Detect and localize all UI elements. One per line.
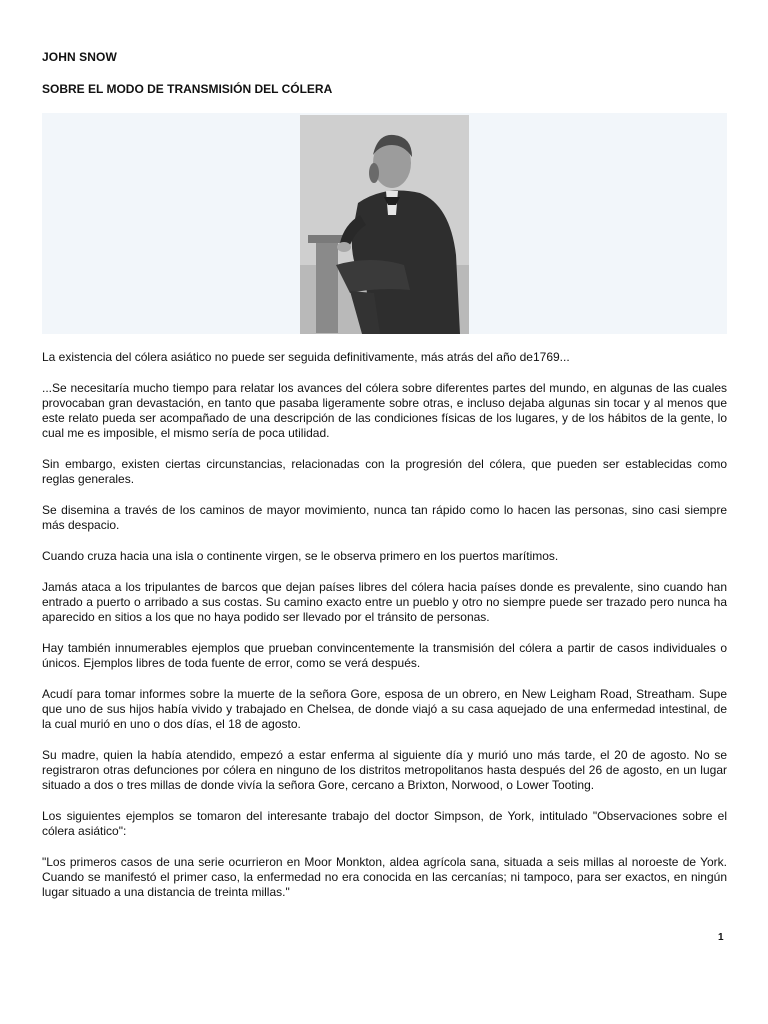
paragraph-7: Hay también innumerables ejemplos que prueban convincentemente la transmisión del cólera a partir de casos individuales o únicos. Ejemplos libres de toda fuente de error, como se verá después. (42, 641, 727, 670)
author-heading: JOHN SNOW (42, 50, 117, 64)
document-title: SOBRE EL MODO DE TRANSMISIÓN DEL CÓLERA (42, 82, 333, 96)
paragraph-4: Se disemina a través de los caminos de mayor movimiento, nunca tan rápido como lo hacen las personas, sino casi siempre más despacio. (42, 503, 727, 532)
paragraph-6: Jamás ataca a los tripulantes de barcos que dejan países libres del cólera hacia países donde es prevalente, sino cuando han entrado a puerto o arribado a sus costas. Su camino exacto entre un pueblo y otro no siempre puede ser trazado pero nunca ha aparecido en sitios a los que no haya podido ser llevado por el tránsito de personas. (42, 580, 727, 624)
paragraph-1: La existencia del cólera asiático no puede ser seguida definitivamente, más atrás del año de1769... (42, 350, 570, 364)
page-number: 1 (718, 932, 724, 943)
paragraph-8: Acudí para tomar informes sobre la muerte de la señora Gore, esposa de un obrero, en New Leigham Road, Streatham. Supe que uno de sus hijos había vivido y trabajado en Chelsea, de donde viajó a su casa aquejado de una enfermedad intestinal, de la cual murió en uno o dos días, el 18 de agosto. (42, 687, 727, 731)
paragraph-2: ...Se necesitaría mucho tiempo para relatar los avances del cólera sobre diferentes partes del mundo, en algunas de las cuales provocaban gran devastación, en tanto que pasaba ligeramente sobre otras, e incluso dejaba algunas sin tocar y al menos que este relato pueda ser acompañado de una descripción de las condiciones físicas de los lugares, y de los hábitos de la gente, lo cual me es imposible, el mismo sería de poca utilidad. (42, 381, 727, 440)
paragraph-3: Sin embargo, existen ciertas circunstancias, relacionadas con la progresión del cólera, que pueden ser establecidas como reglas generales. (42, 457, 727, 486)
paragraph-5: Cuando cruza hacia una isla o continente virgen, se le observa primero en los puertos marítimos. (42, 549, 559, 563)
paragraph-11: "Los primeros casos de una serie ocurrieron en Moor Monkton, aldea agrícola sana, situada a seis millas al noroeste de York. Cuando se manifestó el primer caso, la enfermedad no era conocida en las cercanías; ni tampoco, para ser exactos, en ningún lugar situado a una distancia de treinta millas." (42, 855, 727, 899)
paragraph-9: Su madre, quien la había atendido, empezó a estar enferma al siguiente día y murió uno más tarde, el 20 de agosto. No se registraron otras defunciones por cólera en ninguno de los distritos metropolitanos hasta después del 26 de agosto, en un lugar situado a dos o tres millas de donde vivía la señora Gore, cercano a Brixton, Norwood, o Lower Tooting. (42, 748, 727, 792)
body-text (42, 350, 727, 916)
portrait-photo-icon (300, 115, 469, 334)
paragraph-10: Los siguientes ejemplos se tomaron del interesante trabajo del doctor Simpson, de York, intitulado "Observaciones sobre el cólera asiático": (42, 809, 727, 838)
